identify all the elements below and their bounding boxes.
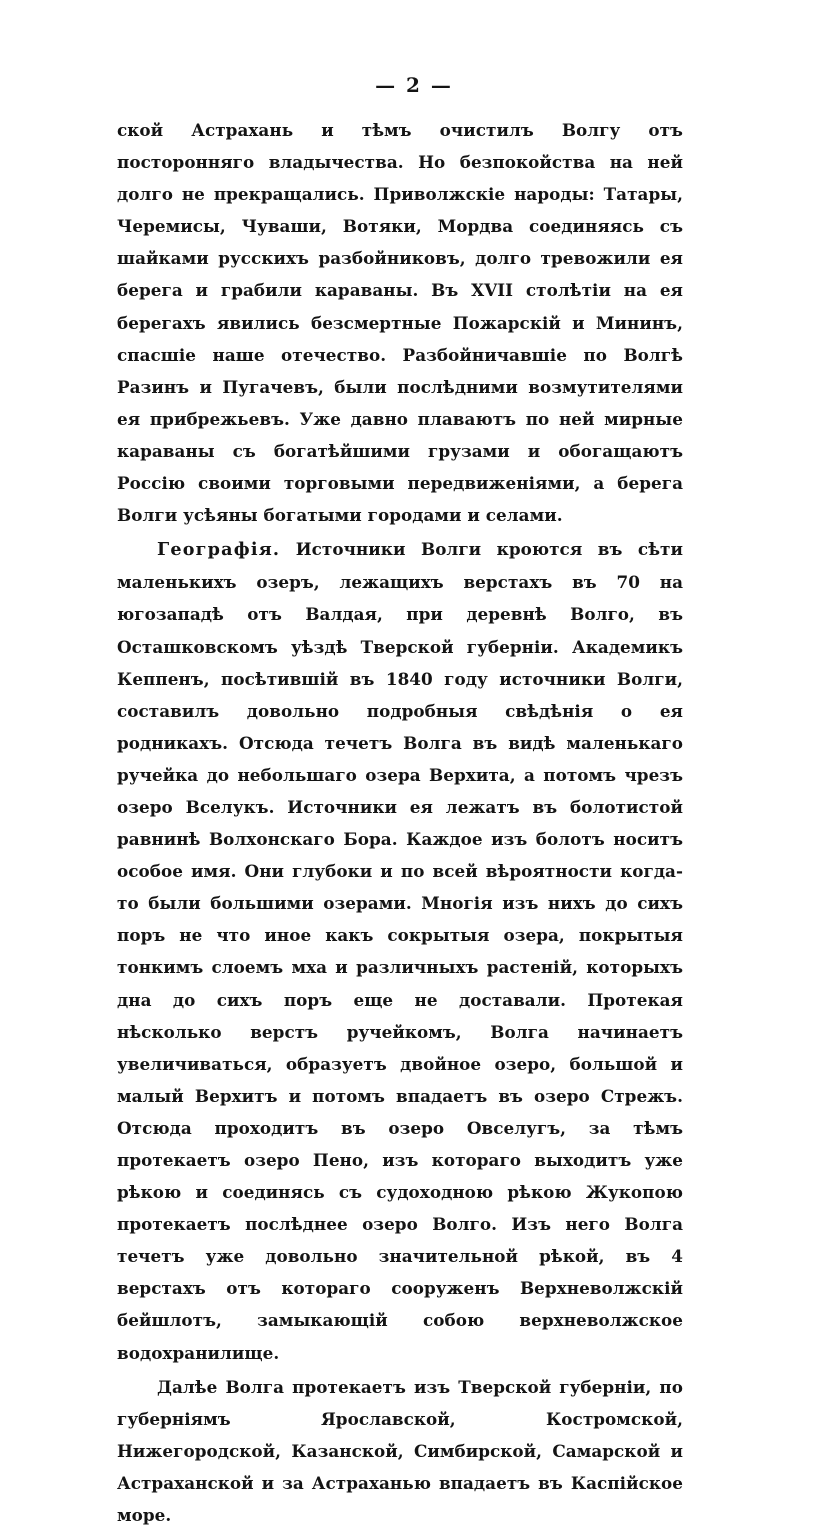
body-text	[117, 114, 683, 1531]
page-number: — 2 —	[375, 73, 453, 97]
section-heading-geography: Географія.	[157, 539, 281, 561]
paragraph-text: Источники Волги кроются въ сѣти маленькихъ озеръ, лежащихъ верстахъ въ 70 на югозападѣ отъ Валдая, при деревнѣ Волго, въ Осташковскомъ уѣздѣ Тверской губерніи. Академикъ Кеппенъ, посѣтившій въ 1840 году источники Волги, составилъ довольно подробныя свѣдѣнія о ея родникахъ. Отсюда течетъ Волга въ видѣ маленькаго ручейка до небольшаго озера Верхита, а потомъ чрезъ озеро Вселукъ. Источники ея лежатъ въ болотистой равнинѣ Волхонскаго Бора. Каждое изъ болотъ носитъ особое имя. Они глубоки и по всей вѣроятности когда-то были большими озерами. Многія изъ нихъ до сихъ поръ не что иное какъ сокрытыя озера, покрытыя тонкимъ слоемъ мха и различныхъ растеній, которыхъ дна до сихъ поръ еще не доставали. Протекая нѣсколько верстъ ручейкомъ, Волга начинаетъ увеличиваться, образуетъ двойное озеро, большой и малый Верхитъ и потомъ впадаетъ въ озеро Стрежъ. Отсюда проходитъ въ озеро Овселугъ, за тѣмъ протекаетъ озеро Пено, изъ котораго выходитъ уже рѣкою и соединясь съ судоходною рѣкою Жукопою протекаетъ послѣднее озеро Волго. Изъ него Волга течетъ уже довольно значительной рѣкой, въ 4 верстахъ отъ котораго сооруженъ Верхневолжскій бейшлотъ, замыкающій собою верхневолжское водохранилище.	[117, 539, 683, 1363]
paragraph-course	[117, 1371, 683, 1531]
paragraph-history	[117, 114, 683, 531]
paragraph-text: Далѣе Волга протекаетъ изъ Тверской губерніи, по губерніямъ Ярославской, Костромской, Нижегородской, Казанской, Симбирской, Самарской и Астраханской и за Астраханью впадаетъ въ Каспійское море.	[117, 1376, 683, 1526]
paragraph-text: ской Астрахань и тѣмъ очистилъ Волгу отъ посторонняго владычества. Но безпокойства на ней долго не прекращались. Приволжскіе народы: Татары, Черемисы, Чуваши, Вотяки, Мордва соединяясь съ шайками русскихъ разбойниковъ, долго тревожили ея берега и грабили караваны. Въ XVII столѣтіи на ея берегахъ явились безсмертные Пожарскій и Мининъ, спасшіе наше отечество. Разбойничавшіе по Волгѣ Разинъ и Пугачевъ, были послѣдними возмутителями ея прибрежьевъ. Уже давно плаваютъ по ней мирные караваны съ богатѣйшими грузами и обогащаютъ Россію своими торговыми передвиженіями, а берега Волги усѣяны богатыми городами и селами.	[117, 120, 683, 526]
book-page	[117, 70, 683, 1531]
paragraph-geography	[117, 533, 683, 1368]
